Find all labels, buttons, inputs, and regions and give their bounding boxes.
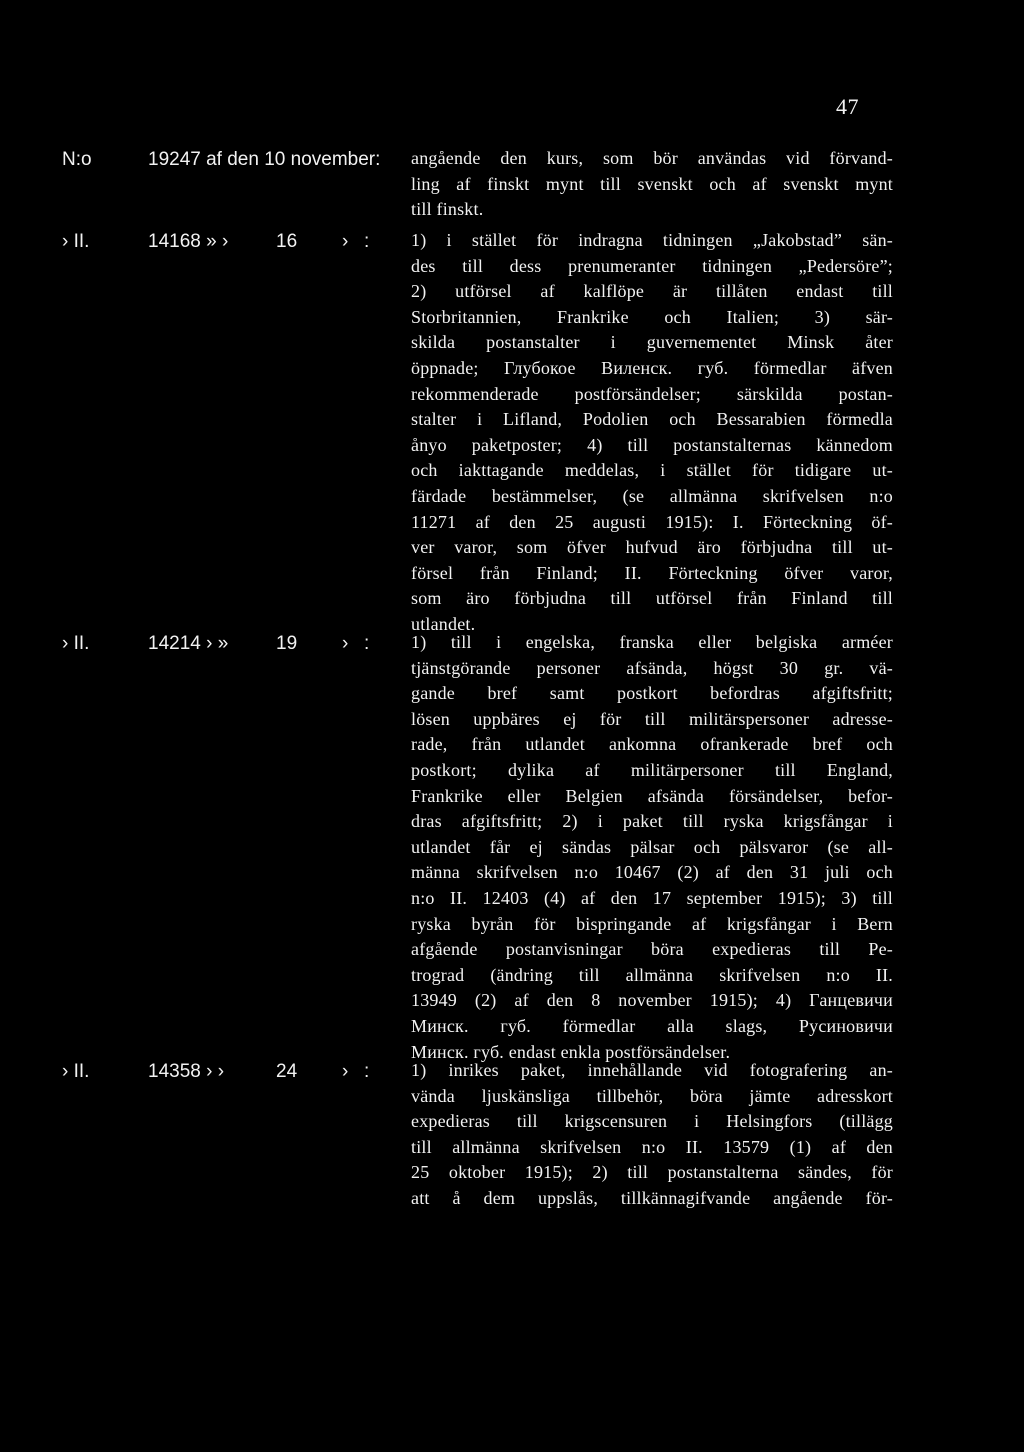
entry-text bbox=[411, 228, 893, 638]
text-line: försel från Finland; II. Förteckning öfver varor, bbox=[411, 562, 893, 583]
entry-number: 14214 › » bbox=[148, 633, 229, 654]
text-line: 2) utförsel af kalflöpe är tillåten endast till bbox=[411, 281, 893, 302]
entry-day: 24 bbox=[276, 1061, 298, 1082]
text-line: lösen uppbäres ej för till militärspersoner adresse- bbox=[411, 708, 893, 729]
text-line: männa skrifvelsen n:o 10467 (2) af den 31 juli och bbox=[411, 862, 893, 883]
text-line: att å dem uppslås, tillkännagifvande angående för- bbox=[411, 1187, 893, 1208]
entry-text bbox=[411, 146, 893, 223]
text-line: till allmänna skrifvelsen n:o II. 13579 (1) af den bbox=[411, 1136, 893, 1157]
entry-day: 19 bbox=[276, 633, 298, 654]
text-line: till finskt. bbox=[411, 199, 484, 220]
entry-number: 19247 af den 10 november: bbox=[148, 149, 381, 170]
text-line: ver varor, som öfver hufvud äro förbjudna till ut- bbox=[411, 537, 893, 558]
text-line: des till dess prenumeranter tidningen „Pedersöre”; bbox=[411, 255, 893, 276]
text-line: stalter i Lifland, Podolien och Bessarabien förmedla bbox=[411, 409, 893, 430]
entry-prefix: › II. bbox=[62, 231, 90, 252]
text-line: skilda postanstalter i guvernementet Minsk åter bbox=[411, 332, 893, 353]
entry-colon: : bbox=[364, 1061, 370, 1082]
text-line: ling af finskt mynt till svenskt och af svenskt mynt bbox=[411, 173, 893, 194]
text-line: ånyo paketposter; 4) till postanstalternas kännedom bbox=[411, 434, 893, 455]
text-line: tjänstgörande personer afsända, högst 30 gr. vä- bbox=[411, 657, 893, 678]
entry-ditto-mark: › bbox=[342, 1061, 349, 1082]
entry-text bbox=[411, 1058, 893, 1212]
text-line: trograd (ändring till allmänna skrifvelsen n:o II. bbox=[411, 964, 893, 985]
text-line: öppnade; Глубокое Виленск. губ. förmedlar äfven bbox=[411, 357, 893, 378]
text-line: n:o II. 12403 (4) af den 17 september 1915); 3) till bbox=[411, 887, 893, 908]
text-line: 1) till i engelska, franska eller belgiska arméer bbox=[411, 632, 893, 652]
text-line: postkort; dylika af militärpersoner till England, bbox=[411, 759, 893, 780]
text-line: rekommenderade postförsändelser; särskilda postan- bbox=[411, 383, 893, 404]
entry-colon: : bbox=[364, 633, 370, 654]
entry-prefix: N:o bbox=[62, 149, 92, 170]
text-line: 25 oktober 1915); 2) till postanstalterna sändes, för bbox=[411, 1162, 893, 1183]
text-line: Минск. губ. endast enkla postförsändelser. bbox=[411, 1041, 731, 1062]
text-line: 1) inrikes paket, innehållande vid fotografering an- bbox=[411, 1060, 893, 1080]
text-line: expedieras till krigscensuren i Helsingfors (tillägg bbox=[411, 1111, 893, 1132]
text-line: gande bref samt postkort befordras afgiftsfritt; bbox=[411, 683, 893, 704]
text-line: Storbritannien, Frankrike och Italien; 3) sär- bbox=[411, 306, 893, 327]
entry-day: 16 bbox=[276, 231, 298, 252]
text-line: afgående postanvisningar böra expedieras till Pe- bbox=[411, 939, 893, 960]
entry-text bbox=[411, 630, 893, 1065]
text-line: rade, från utlandet ankomna ofrankerade bref och bbox=[411, 734, 893, 755]
page-number: 47 bbox=[836, 94, 859, 119]
text-line: 1) i stället för indragna tidningen „Jakobstad” sän- bbox=[411, 230, 893, 250]
text-line: vända ljuskänsliga tillbehör, böra jämte adresskort bbox=[411, 1085, 893, 1106]
text-line: ryska byrån för bispringande af krigsfångar i Bern bbox=[411, 913, 893, 934]
text-line: och iakttagande meddelas, i stället för tidigare ut- bbox=[411, 460, 893, 481]
entry-prefix: › II. bbox=[62, 633, 90, 654]
text-line: Frankrike eller Belgien afsända försändelser, befor- bbox=[411, 785, 893, 806]
entry-ditto-mark: › bbox=[342, 231, 349, 252]
entry-ditto-mark: › bbox=[342, 633, 349, 654]
text-line: 11271 af den 25 augusti 1915): I. Förteckning öf- bbox=[411, 511, 893, 532]
entry-number: 14358 › › bbox=[148, 1061, 225, 1082]
text-line: angående den kurs, som bör användas vid förvand- bbox=[411, 148, 893, 168]
entry-number: 14168 » › bbox=[148, 231, 229, 252]
entry-colon: : bbox=[364, 231, 370, 252]
text-line: färdade bestämmelser, (se allmänna skrifvelsen n:o bbox=[411, 485, 893, 506]
text-line: utlandet får ej sändas pälsar och pälsvaror (se all- bbox=[411, 836, 893, 857]
text-line: utlandet. bbox=[411, 613, 476, 634]
text-line: som äro förbjudna till utförsel från Finland till bbox=[411, 588, 893, 609]
text-line: 13949 (2) af den 8 november 1915); 4) Ганцевичи bbox=[411, 990, 893, 1011]
text-line: dras afgiftsfritt; 2) i paket till ryska krigsfångar i bbox=[411, 811, 893, 832]
entry-prefix: › II. bbox=[62, 1061, 90, 1082]
text-line: Минск. губ. förmedlar alla slags, Русиновичи bbox=[411, 1015, 893, 1036]
